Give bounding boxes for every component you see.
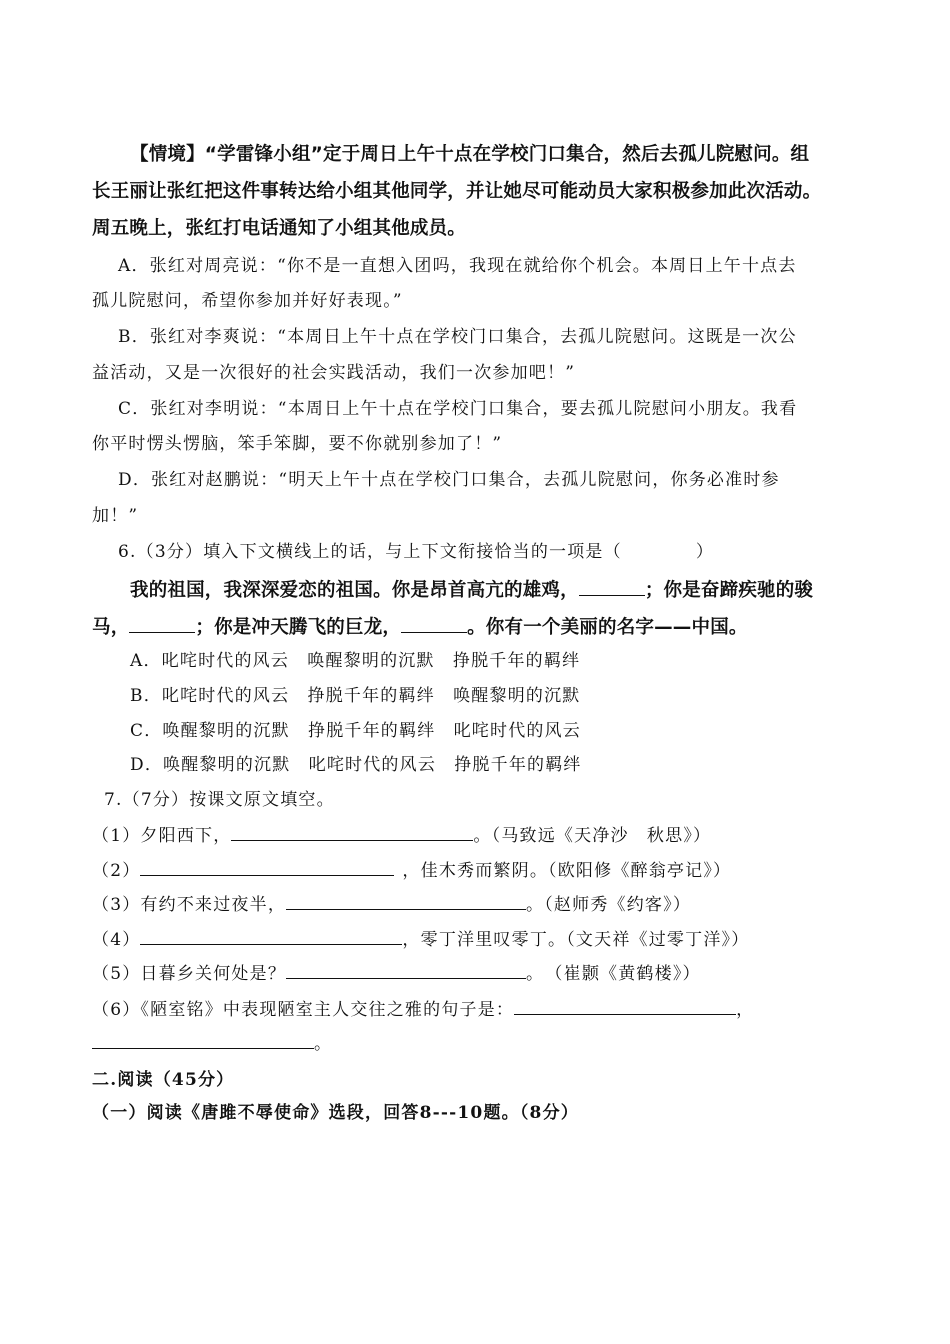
option-c-line-1: C．张红对李明说：“本周日上午十点在学校门口集合，要去孤儿院慰问小朋友。我看	[118, 399, 798, 419]
option-b-line-2: 益活动，又是一次很好的社会实践活动，我们一次参加吧！”	[92, 363, 576, 383]
q7-item-1-suffix: 。（马致远《天净沙 秋思》）	[473, 826, 712, 846]
q6-passage-text-c: 马，	[92, 617, 130, 638]
q6-option-a: A．叱咤时代的风云 唤醒黎明的沉默 挣脱千年的羁绊	[130, 651, 581, 671]
q7-item-6	[92, 996, 754, 1022]
q7-item-3	[92, 891, 691, 917]
q6-option-c: C．唤醒黎明的沉默 挣脱千年的羁绊 叱咤时代的风云	[130, 721, 582, 741]
q7-blank-6b[interactable]	[92, 1030, 314, 1049]
q6-passage-line-2	[92, 614, 748, 640]
q7-item-1-prefix: （1）夕阳西下，	[92, 826, 232, 846]
option-d-line-1: D．张红对赵鹏说：“明天上午十点在学校门口集合，去孤儿院慰问，你务必准时参	[118, 470, 780, 490]
context-line-2: 长王丽让张红把这件事转达给小组其他同学，并让她尽可能动员大家积极参加此次活动。	[92, 181, 822, 202]
q6-option-b: B．叱咤时代的风云 挣脱千年的羁绊 唤醒黎明的沉默	[130, 686, 581, 706]
context-line-1: 【情境】“学雷锋小组”定于周日上午十点在学校门口集合，然后去孤儿院慰问。组	[130, 144, 810, 165]
q7-item-3-suffix: 。（赵师秀《约客》）	[526, 895, 692, 915]
q7-item-5-suffix: 。 （崔颢《黄鹤楼》）	[526, 964, 701, 984]
q6-stem-close: ）	[695, 542, 715, 562]
q6-passage-text-a: 我的祖国，我深深爱恋的祖国。你是昂首高亢的雄鸡，	[130, 580, 579, 601]
q6-option-d: D．唤醒黎明的沉默 叱咤时代的风云 挣脱千年的羁绊	[130, 755, 582, 775]
section-2-subtitle: （一）阅读《唐雎不辱使命》选段，回答8---10题。（8分）	[92, 1103, 579, 1123]
q7-item-2-prefix: （2）	[92, 861, 141, 881]
q7-blank-1[interactable]	[231, 822, 473, 841]
option-a-line-1: A．张红对周亮说：“你不是一直想入团吗，我现在就给你个机会。本周日上午十点去	[118, 256, 797, 276]
q7-item-3-prefix: （3）有约不来过夜半，	[92, 895, 287, 915]
q7-blank-3[interactable]	[286, 891, 526, 910]
option-b-line-1: B．张红对李爽说：“本周日上午十点在学校门口集合，去孤儿院慰问。这既是一次公	[118, 327, 797, 347]
q6-stem	[118, 540, 714, 564]
q7-item-6-continued	[92, 1030, 332, 1056]
context-line-3: 周五晚上，张红打电话通知了小组其他成员。	[92, 218, 467, 239]
q7-item-5-prefix: （5）日暮乡关何处是？	[92, 964, 287, 984]
q7-item-4	[92, 926, 749, 952]
section-2-title: 二.阅读（45分）	[92, 1070, 235, 1090]
q7-item-5	[92, 960, 701, 986]
q7-item-4-suffix: ，零丁洋里叹零丁。（文天祥《过零丁洋》）	[402, 930, 750, 950]
option-a-line-2: 孤儿院慰问，希望你参加并好好表现。”	[92, 291, 403, 311]
q6-stem-open: 6.（3分）填入下文横线上的话，与上下文衔接恰当的一项是（	[118, 542, 622, 562]
option-d-line-2: 加！”	[92, 506, 139, 526]
q6-blank-2[interactable]	[129, 614, 195, 633]
q6-passage-line-1	[130, 577, 813, 603]
q7-item-6-prefix: （6）《陋室铭》中表现陋室主人交往之雅的句子是：	[92, 1000, 515, 1020]
q7-item-2	[92, 857, 731, 883]
q7-item-6-period: 。	[314, 1034, 333, 1054]
q7-blank-4[interactable]	[140, 926, 402, 945]
q7-blank-6a[interactable]	[514, 996, 736, 1015]
q6-passage-text-b: ；你是奋蹄疾驰的骏	[644, 580, 814, 601]
q7-blank-5[interactable]	[286, 960, 526, 979]
q6-blank-1[interactable]	[579, 577, 645, 596]
q6-blank-3[interactable]	[401, 614, 467, 633]
q7-item-4-prefix: （4）	[92, 930, 141, 950]
q6-passage-text-e: 。你有一个美丽的名字——中国。	[467, 617, 748, 638]
option-c-line-2: 你平时愣头愣脑，笨手笨脚，要不你就别参加了！”	[92, 434, 503, 454]
q7-item-6-comma: ，	[736, 1000, 755, 1020]
q6-passage-text-d: ；你是冲天腾飞的巨龙，	[195, 617, 402, 638]
q7-item-1	[92, 822, 711, 848]
q7-blank-2[interactable]	[140, 857, 394, 876]
q7-stem: 7.（7分）按课文原文填空。	[104, 790, 335, 810]
q7-item-2-suffix: ，佳木秀而繁阴。（欧阳修《醉翁亭记》）	[402, 861, 732, 881]
